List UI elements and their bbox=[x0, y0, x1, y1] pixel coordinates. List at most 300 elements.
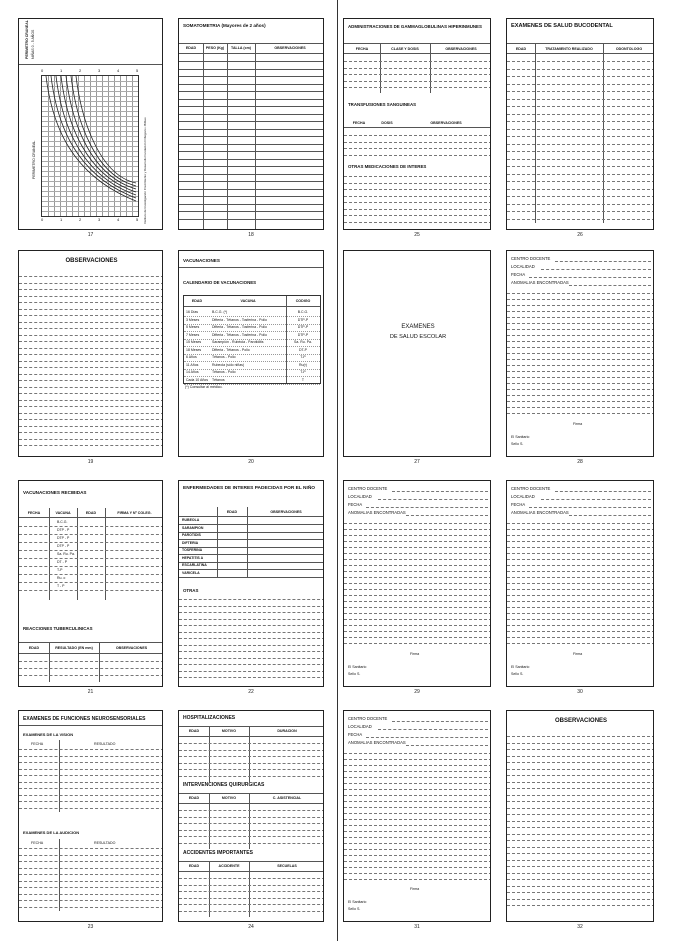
writing-line bbox=[179, 69, 324, 70]
writing-line bbox=[19, 413, 163, 414]
writing-line bbox=[344, 176, 491, 177]
vaccine-cell: Tétanos bbox=[212, 377, 225, 382]
writing-line bbox=[179, 911, 324, 912]
page-title: ENFERMEDADES DE INTERES PADECIDAS POR EL NIÑO bbox=[183, 486, 316, 491]
writing-line bbox=[507, 317, 654, 318]
writing-line bbox=[179, 211, 324, 212]
column-header: VACUNA bbox=[240, 299, 256, 303]
writing-line bbox=[507, 529, 654, 530]
writing-line bbox=[507, 607, 654, 608]
field-label-fecha: FECHA bbox=[348, 732, 363, 737]
page-27 bbox=[343, 250, 491, 457]
column-header: OBSERVACIONES bbox=[274, 46, 306, 50]
writing-line bbox=[507, 827, 654, 828]
writing-line bbox=[507, 866, 654, 867]
table-top bbox=[179, 793, 324, 794]
row-divider bbox=[19, 582, 163, 583]
page-number: 22 bbox=[248, 689, 254, 695]
writing-line bbox=[19, 322, 163, 323]
writing-line bbox=[179, 664, 324, 665]
writing-line bbox=[179, 619, 324, 620]
writing-line bbox=[507, 84, 654, 85]
page-23 bbox=[18, 710, 163, 922]
field-label-fecha: FECHA bbox=[511, 502, 526, 507]
writing-line bbox=[344, 196, 491, 197]
writing-line bbox=[19, 848, 163, 849]
fill-line bbox=[555, 491, 651, 492]
writing-line bbox=[179, 651, 324, 652]
writing-line bbox=[19, 661, 163, 662]
writing-line bbox=[19, 406, 163, 407]
page-21 bbox=[18, 480, 163, 687]
page-title: OBSERVACIONES bbox=[554, 718, 608, 724]
writing-line bbox=[19, 283, 163, 284]
column-divider bbox=[49, 508, 50, 600]
column-header: ODONTOLOGO bbox=[615, 47, 643, 51]
writing-line bbox=[507, 541, 654, 542]
writing-line bbox=[344, 765, 491, 766]
writing-line bbox=[344, 613, 491, 614]
signature-label: Firma bbox=[410, 887, 420, 891]
writing-line bbox=[19, 808, 163, 809]
writing-line bbox=[179, 181, 324, 182]
writing-line bbox=[19, 276, 163, 277]
vaccine-label: T - P bbox=[57, 584, 65, 588]
footnote: (*) Consultar al médico. bbox=[185, 385, 223, 389]
vaccine-label: Ru. o bbox=[57, 576, 66, 580]
writing-line bbox=[19, 380, 163, 381]
header-bottom bbox=[179, 803, 324, 804]
writing-line bbox=[344, 553, 491, 554]
writing-line bbox=[179, 638, 324, 639]
writing-line bbox=[19, 419, 163, 420]
writing-line bbox=[179, 219, 324, 220]
header-bottom bbox=[344, 127, 491, 128]
writing-line bbox=[179, 144, 324, 145]
disease-label: PAROTIDIS bbox=[182, 533, 201, 537]
writing-line bbox=[507, 341, 654, 342]
writing-line bbox=[507, 905, 654, 906]
table-top bbox=[344, 43, 491, 44]
page-20 bbox=[178, 250, 324, 457]
writing-line bbox=[19, 861, 163, 862]
column-header: OBSERVACIONES bbox=[430, 121, 462, 125]
writing-line bbox=[344, 849, 491, 850]
vaccine-cell: Sa. Ru. Pa. bbox=[294, 340, 312, 344]
writing-line bbox=[179, 750, 324, 751]
sanitario-label: El Sanitario bbox=[511, 435, 530, 439]
writing-line bbox=[344, 61, 491, 62]
writing-line bbox=[507, 377, 654, 378]
page-number: 18 bbox=[248, 232, 254, 238]
fill-line bbox=[541, 269, 651, 270]
writing-line bbox=[507, 547, 654, 548]
header-bottom bbox=[179, 871, 324, 872]
writing-line bbox=[19, 296, 163, 297]
writing-line bbox=[507, 808, 654, 809]
writing-line bbox=[19, 907, 163, 908]
writing-line bbox=[344, 759, 491, 760]
page-32 bbox=[506, 710, 654, 922]
fill-line bbox=[529, 507, 651, 508]
column-header: EDAD bbox=[28, 646, 40, 650]
section-title: EXAMENES DE LA VISION bbox=[23, 732, 74, 737]
section-title: OTRAS MEDICACIONES DE INTERES bbox=[348, 164, 427, 169]
writing-line bbox=[507, 840, 654, 841]
section-title: OTRAS bbox=[183, 588, 199, 593]
signature-label: Firma bbox=[573, 422, 583, 426]
writing-line bbox=[179, 823, 324, 824]
column-divider bbox=[209, 726, 210, 782]
column-header: OBSERVACIONES bbox=[115, 646, 148, 650]
writing-line bbox=[19, 782, 163, 783]
writing-line bbox=[507, 401, 654, 402]
writing-line bbox=[344, 589, 491, 590]
writing-line bbox=[507, 899, 654, 900]
writing-line bbox=[179, 106, 324, 107]
writing-line bbox=[507, 613, 654, 614]
vaccine-cell: Difteria - Tétanos - Tosferina - Polio bbox=[212, 332, 267, 337]
writing-line bbox=[179, 677, 324, 678]
writing-line bbox=[344, 583, 491, 584]
page-number: 19 bbox=[87, 459, 94, 465]
writing-line bbox=[179, 830, 324, 831]
column-divider bbox=[217, 507, 218, 577]
writing-line bbox=[344, 74, 491, 75]
column-header: DURACION bbox=[277, 729, 297, 733]
writing-line bbox=[507, 583, 654, 584]
fill-line bbox=[555, 261, 651, 262]
writing-line bbox=[507, 311, 654, 312]
field-label-anomalias: ANOMALIAS ENCONTRADAS bbox=[511, 510, 569, 515]
writing-line bbox=[179, 625, 324, 626]
cover-title: EXAMENES bbox=[401, 324, 435, 330]
title-divider bbox=[179, 267, 324, 268]
writing-line bbox=[507, 114, 654, 115]
writing-line bbox=[507, 174, 654, 175]
writing-line bbox=[19, 874, 163, 875]
writing-line bbox=[19, 426, 163, 427]
writing-line bbox=[507, 383, 654, 384]
writing-line bbox=[507, 151, 654, 152]
column-header: FECHA bbox=[355, 47, 369, 51]
disease-label: SARAMPION bbox=[182, 525, 204, 530]
x-tick-label: 5 bbox=[136, 68, 139, 73]
page-number: 25 bbox=[414, 232, 420, 238]
signature-label: Firma bbox=[410, 652, 420, 656]
page-number: 23 bbox=[87, 924, 94, 930]
row-divider bbox=[19, 574, 163, 575]
page-title: VACUNACIONES RECIBIDAS bbox=[23, 490, 87, 495]
table-top bbox=[179, 861, 324, 862]
writing-line bbox=[507, 106, 654, 107]
page-22 bbox=[178, 480, 324, 687]
column-divider bbox=[286, 296, 287, 383]
section-title: HOSPITALIZACIONES bbox=[183, 715, 236, 721]
page-title: EXAMENES DE FUNCIONES NEUROSENSORIALES bbox=[23, 716, 146, 722]
writing-line bbox=[19, 900, 163, 901]
field-label-localidad: LOCALIDAD bbox=[348, 494, 372, 499]
writing-line bbox=[344, 535, 491, 536]
writing-line bbox=[19, 315, 163, 316]
writing-line bbox=[507, 189, 654, 190]
row-divider bbox=[19, 526, 163, 527]
page-number: 26 bbox=[577, 232, 583, 238]
writing-line bbox=[507, 736, 654, 737]
field-label-fecha: FECHA bbox=[511, 272, 526, 277]
column-header: EDAD bbox=[191, 299, 203, 303]
writing-line bbox=[179, 166, 324, 167]
row-divider bbox=[19, 534, 163, 535]
table-top bbox=[19, 642, 163, 643]
writing-line bbox=[344, 777, 491, 778]
vaccine-cell: DTP-P bbox=[297, 325, 309, 329]
writing-line bbox=[19, 289, 163, 290]
page-24 bbox=[178, 710, 324, 922]
writing-line bbox=[507, 335, 654, 336]
writing-line bbox=[344, 209, 491, 210]
writing-line bbox=[179, 129, 324, 130]
stamp-label: Sello S. bbox=[511, 672, 524, 676]
writing-line bbox=[179, 658, 324, 659]
writing-line bbox=[507, 347, 654, 348]
writing-line bbox=[507, 821, 654, 822]
writing-line bbox=[344, 753, 491, 754]
column-divider bbox=[249, 793, 250, 849]
section-title: TRANSFUSIONES SANGUINEAS bbox=[348, 102, 417, 107]
writing-line bbox=[507, 860, 654, 861]
page-number: 24 bbox=[248, 924, 254, 930]
writing-line bbox=[507, 577, 654, 578]
row-divider bbox=[179, 577, 324, 578]
row-divider bbox=[19, 566, 163, 567]
header-divider bbox=[19, 64, 163, 65]
vaccine-cell: 6 Años bbox=[186, 355, 197, 359]
column-header: RESULTADO bbox=[94, 841, 116, 845]
column-header: OBSERVACIONES bbox=[270, 510, 302, 514]
disease-label: RUBEOLA bbox=[182, 518, 200, 522]
center-fold bbox=[337, 0, 338, 941]
page-number: 21 bbox=[87, 689, 94, 695]
writing-line bbox=[19, 348, 163, 349]
writing-line bbox=[507, 535, 654, 536]
column-header: TALLA (cm) bbox=[231, 46, 251, 50]
writing-line bbox=[344, 547, 491, 548]
vaccine-cell: 14 Años bbox=[186, 370, 199, 374]
writing-line bbox=[179, 599, 324, 600]
writing-line bbox=[19, 354, 163, 355]
column-header: EDAD bbox=[515, 47, 527, 51]
writing-line bbox=[507, 756, 654, 757]
writing-line bbox=[344, 68, 491, 69]
writing-line bbox=[507, 293, 654, 294]
writing-line bbox=[344, 595, 491, 596]
writing-line bbox=[344, 607, 491, 608]
writing-line bbox=[507, 788, 654, 789]
writing-line bbox=[344, 831, 491, 832]
header-bottom bbox=[184, 306, 320, 307]
writing-line bbox=[344, 879, 491, 880]
writing-line bbox=[179, 159, 324, 160]
chart-header-vertical: PERIMETRO CRANEAL bbox=[25, 20, 29, 59]
writing-line bbox=[19, 387, 163, 388]
fill-line bbox=[569, 515, 651, 516]
x-tick-label-bottom: 2 bbox=[79, 217, 82, 222]
vaccine-cell: 3 Meses bbox=[186, 317, 200, 322]
vaccine-label: T-P bbox=[57, 568, 63, 572]
vaccine-label: DTP - P bbox=[57, 536, 70, 540]
writing-line bbox=[344, 577, 491, 578]
writing-line bbox=[344, 807, 491, 808]
field-label-centro: CENTRO DOCENTE bbox=[511, 486, 551, 491]
vaccine-label: B.C.G. bbox=[57, 520, 68, 524]
column-divider bbox=[49, 642, 50, 682]
writing-line bbox=[507, 762, 654, 763]
writing-line bbox=[507, 892, 654, 893]
disease-label: TOSFERINA bbox=[182, 548, 203, 552]
disease-label: VARICELA bbox=[182, 570, 200, 575]
page-17 bbox=[18, 18, 163, 230]
chart-subheader-vertical: NIÑAS 0 - 5 AÑOS bbox=[31, 29, 35, 59]
writing-line bbox=[179, 898, 324, 899]
field-label-fecha: FECHA bbox=[348, 502, 363, 507]
writing-line bbox=[344, 813, 491, 814]
column-header: EDAD bbox=[226, 510, 238, 514]
writing-line bbox=[507, 166, 654, 167]
x-tick-label-bottom: 3 bbox=[98, 217, 101, 222]
writing-line bbox=[344, 523, 491, 524]
writing-line bbox=[179, 612, 324, 613]
vaccine-cell: 16 Días bbox=[186, 310, 199, 314]
writing-line bbox=[507, 353, 654, 354]
writing-line bbox=[19, 762, 163, 763]
column-header: PESO (Kg) bbox=[205, 46, 225, 50]
writing-line bbox=[507, 886, 654, 887]
column-header: C. ASISTENCIAL bbox=[272, 796, 302, 800]
writing-line bbox=[179, 606, 324, 607]
vaccine-label: DTP - P bbox=[57, 544, 70, 548]
vaccine-cell: Rubeola (sólo niñas) bbox=[212, 362, 245, 367]
writing-line bbox=[344, 135, 491, 136]
field-label-centro: CENTRO DOCENTE bbox=[348, 486, 388, 491]
writing-line bbox=[19, 769, 163, 770]
institution-credit: Instituto de Investigación Crecimiento y Desarrollo Fundación Orbegozo • Bilbao bbox=[143, 117, 147, 224]
writing-line bbox=[344, 183, 491, 184]
column-header: EDAD bbox=[188, 864, 200, 868]
writing-line bbox=[507, 853, 654, 854]
section-title: CALENDARIO DE VACUNACIONES bbox=[183, 280, 257, 285]
page-26 bbox=[506, 18, 654, 230]
writing-line bbox=[179, 76, 324, 77]
writing-line bbox=[179, 196, 324, 197]
writing-line bbox=[344, 202, 491, 203]
writing-line bbox=[344, 631, 491, 632]
writing-line bbox=[19, 400, 163, 401]
writing-line bbox=[179, 61, 324, 62]
fill-line bbox=[406, 515, 488, 516]
writing-line bbox=[344, 142, 491, 143]
writing-line bbox=[344, 529, 491, 530]
writing-line bbox=[344, 861, 491, 862]
page-28 bbox=[506, 250, 654, 457]
section-title: INTERVENCIONES QUIRURGICAS bbox=[183, 782, 265, 788]
field-label-centro: CENTRO DOCENTE bbox=[511, 256, 551, 261]
column-header: DOSIS bbox=[381, 121, 393, 125]
writing-line bbox=[19, 749, 163, 750]
writing-line bbox=[19, 393, 163, 394]
writing-line bbox=[507, 371, 654, 372]
page-number: 29 bbox=[414, 689, 420, 695]
writing-line bbox=[507, 595, 654, 596]
writing-line bbox=[179, 769, 324, 770]
writing-line bbox=[19, 795, 163, 796]
column-header: RESULTADO bbox=[94, 742, 116, 746]
vaccine-label: Sa. Ru. Pa. bbox=[57, 552, 75, 556]
vaccine-cell: DTP-P bbox=[297, 332, 309, 337]
vaccine-cell: T bbox=[301, 377, 305, 382]
writing-line bbox=[507, 136, 654, 137]
vaccine-cell: Tétanos - Polio bbox=[212, 370, 236, 374]
stamp-label: Sello S. bbox=[511, 442, 524, 446]
writing-line bbox=[344, 87, 491, 88]
header-bottom bbox=[19, 517, 163, 518]
vaccine-cell: T-P bbox=[300, 355, 306, 359]
row-divider bbox=[19, 558, 163, 559]
column-header: FIRMA Y Nº COLEG. bbox=[117, 511, 152, 515]
column-header: MOTIVO bbox=[221, 796, 237, 800]
vaccine-table bbox=[183, 295, 321, 384]
column-header: MOTIVO bbox=[221, 729, 237, 733]
writing-line bbox=[19, 675, 163, 676]
writing-line bbox=[507, 565, 654, 566]
vaccine-label: DTP - P bbox=[57, 528, 70, 532]
writing-line bbox=[344, 148, 491, 149]
fill-line bbox=[392, 491, 488, 492]
writing-line bbox=[507, 61, 654, 62]
writing-line bbox=[19, 439, 163, 440]
header-bottom bbox=[507, 53, 654, 54]
column-divider bbox=[249, 726, 250, 782]
writing-line bbox=[19, 445, 163, 446]
table-top bbox=[507, 43, 654, 44]
page-31 bbox=[343, 710, 491, 922]
sanitario-label: El Sanitario bbox=[511, 665, 530, 669]
writing-line bbox=[179, 174, 324, 175]
writing-line bbox=[507, 847, 654, 848]
writing-line bbox=[507, 879, 654, 880]
fill-line bbox=[569, 285, 651, 286]
writing-line bbox=[179, 810, 324, 811]
writing-line bbox=[507, 769, 654, 770]
x-tick-label: 4 bbox=[117, 68, 120, 73]
writing-line bbox=[507, 305, 654, 306]
writing-line bbox=[507, 743, 654, 744]
vaccine-cell: DT-P bbox=[299, 347, 307, 352]
writing-line bbox=[19, 328, 163, 329]
writing-line bbox=[179, 891, 324, 892]
column-header: EDAD bbox=[188, 729, 200, 733]
percentile-curve bbox=[56, 76, 136, 195]
vaccine-cell: DTP-P bbox=[297, 317, 309, 322]
fill-line bbox=[378, 729, 488, 730]
writing-line bbox=[344, 619, 491, 620]
row-divider bbox=[19, 542, 163, 543]
x-tick-label: 0 bbox=[41, 68, 44, 73]
column-divider bbox=[249, 861, 250, 917]
writing-line bbox=[344, 801, 491, 802]
column-header: ACCIDENTE bbox=[218, 864, 240, 868]
stamp-label: Sello S. bbox=[348, 907, 361, 911]
